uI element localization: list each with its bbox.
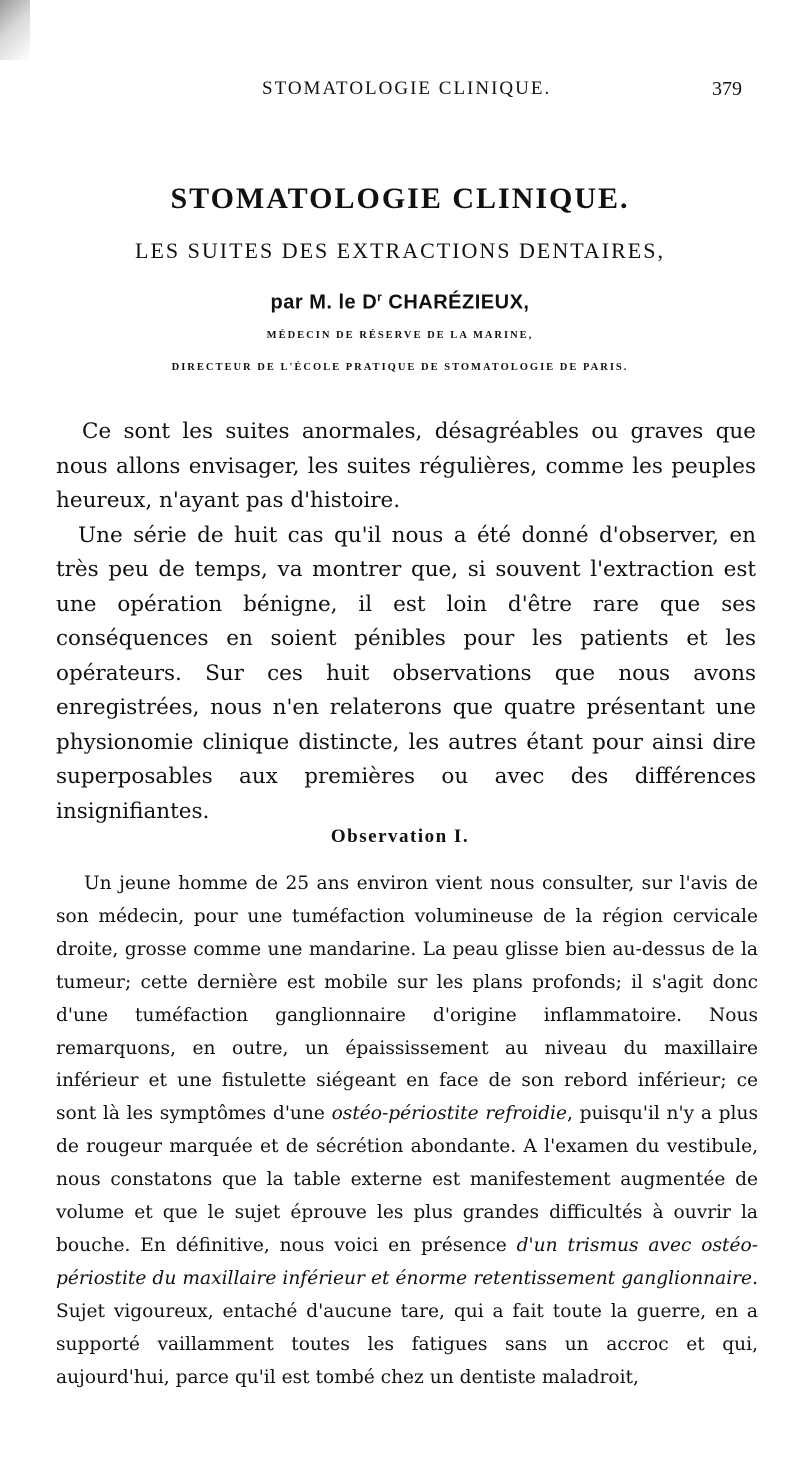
author-prefix: par M. le D [270,291,378,314]
page-edge-stain [0,0,30,60]
intro-paragraph: Ce sont les suites anormales, désagréables ou graves que nous allons envisager, les suites régulières, comme les peuples heureux, n'ayant pas d'histoire. [56,419,756,513]
author-byline [0,290,800,315]
observation-paragraph [56,868,758,1395]
observation-italic-diagnosis: d'un trismus avec ostéo-périostite du maxillaire inférieur et énorme retentissement ganglionnaire [56,1234,758,1289]
observation-text: . Sujet vigoureux, entaché d'aucune tare, qui a fait toute la guerre, en a supporté vaillamment toutes les fatigues sans un accroc et qui, aujourd'hui, parce qu'il est tombé chez un dentiste maladroit, [56,1267,758,1388]
author-name: CHARÉZIEUX, [382,291,530,314]
author-affiliation-1: MÉDECIN DE RÉSERVE DE LA MARINE, [266,330,534,341]
intro-paragraph: Une série de huit cas qu'il nous a été donné d'observer, en très peu de temps, va montrer que, si souvent l'extraction est une opération bénigne, il est loin d'être rare que ses conséquences en soient pénibles pour les patients et les opérateurs. Sur ces huit observations que nous avons enregistrées, nous n'en relaterons que quatre présentant une physionomie clinique distincte, les autres étant pour ainsi dire superposables aux premières ou avec des différences insignifiantes. [56,522,756,824]
author-affiliation-2: DIRECTEUR DE L'ÉCOLE PRATIQUE DE STOMATOLOGIE DE PARIS. [171,362,629,373]
observation-heading: Observation I. [330,826,470,847]
running-head-title: STOMATOLOGIE CLINIQUE. [262,78,552,99]
intro-section [56,415,756,829]
observation-italic-term: ostéo-périostite refroidie [331,1103,567,1125]
observation-text: Un jeune homme de 25 ans environ vient nous consulter, sur l'avis de son médecin, pour une tuméfaction volumineuse de la région cervicale droite, grosse comme une mandarine. La peau glisse bien au-dessus de la tumeur; cette dernière est mobile sur les plans profonds; il s'agit donc d'une tuméfaction ganglionnaire d'origine inflammatoire. Nous remarquons, en outre, un épaississement au niveau du maxillaire inférieur et une fistulette siégeant en face de son rebord inférieur; ce sont là les symptômes d'une [56,873,758,1125]
running-head [0,78,800,108]
article-title: STOMATOLOGIE CLINIQUE. [170,182,630,215]
page-number: 379 [712,78,742,100]
observation-body [56,868,758,1395]
article-subtitle: LES SUITES DES EXTRACTIONS DENTAIRES, [135,238,665,263]
observation-text: , puisqu'il n'y a plus de rougeur marquée et de sécrétion abondante. A l'examen du vestibule, nous constatons que la table externe est manifestement augmentée de volume et que le sujet éprouve les plus grandes difficultés à ouvrir la bouche. En définitive, nous voici en présence [56,1103,758,1256]
author-title-sup: r [377,290,383,304]
